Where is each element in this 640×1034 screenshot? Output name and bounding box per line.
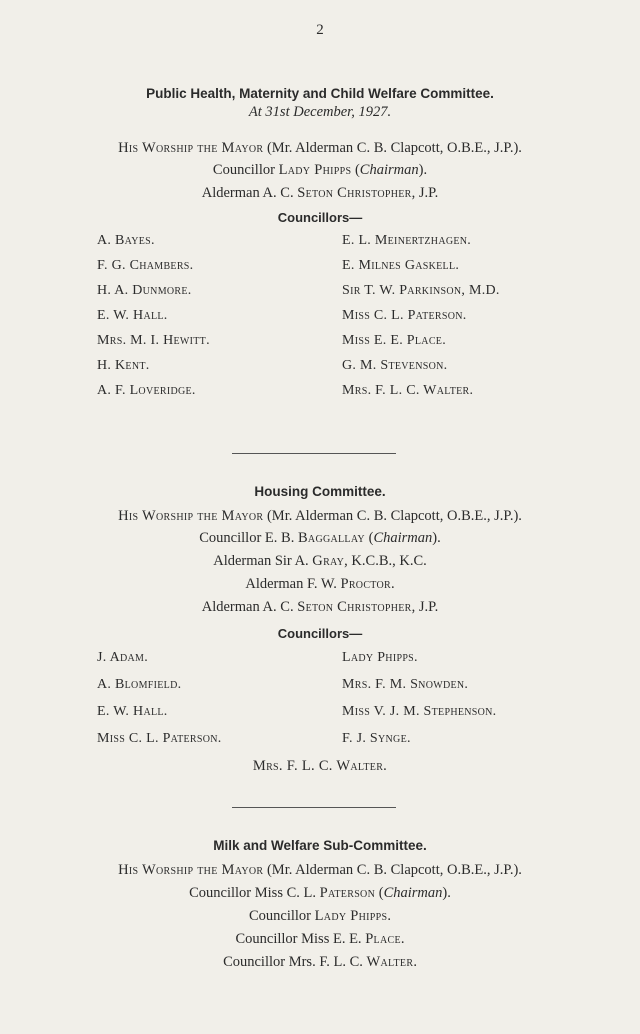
councillor-last: Mrs. F. L. C. Walter. bbox=[252, 758, 388, 774]
councillor-right: E. L. Meinertzhagen. bbox=[342, 233, 472, 248]
officer-member bbox=[0, 931, 640, 948]
officer-pre: Councillor bbox=[212, 162, 279, 178]
officer-alderman bbox=[0, 185, 640, 202]
councillor-right: Miss E. E. Place. bbox=[342, 333, 446, 348]
officer-surname: Seton Christopher bbox=[297, 599, 412, 615]
page-number: 2 bbox=[316, 22, 324, 38]
councillor-left: A. F. Loveridge. bbox=[97, 383, 196, 398]
officer-mayor bbox=[0, 508, 640, 525]
officer-member bbox=[0, 908, 640, 925]
officer-post: , J.P. bbox=[411, 599, 439, 615]
officer-pre: Alderman Sir A. bbox=[213, 553, 313, 569]
officer-pre: Councillor Mrs. F. L. C. bbox=[223, 954, 367, 970]
councillor-right: G. M. Stevenson. bbox=[342, 358, 448, 373]
councillor-right: Lady Phipps. bbox=[342, 650, 418, 665]
officer-surname: Lady Phipps bbox=[314, 908, 388, 924]
councillor-left: A. Blomfield. bbox=[97, 677, 182, 692]
section-heading-housing: Housing Committee. bbox=[254, 484, 386, 499]
officer-chairman: Councillor E. B. Baggallay (Chairman). bbox=[199, 530, 441, 546]
officer-role: Chairman bbox=[383, 885, 443, 901]
officer-alderman bbox=[0, 599, 640, 616]
officer-post: . bbox=[391, 576, 395, 592]
officer-chairman: Councillor Lady Phipps (Chairman). bbox=[212, 162, 428, 178]
officer-post: , K.C.B., K.C. bbox=[344, 553, 427, 569]
officer-pre: Councillor Miss E. E. bbox=[235, 931, 366, 947]
councillors-label: Councillors— bbox=[277, 626, 363, 641]
officer-surname: Gray bbox=[312, 553, 345, 569]
section-heading-public-health: Public Health, Maternity and Child Welfare Committee. bbox=[146, 86, 494, 101]
section-divider bbox=[232, 807, 396, 808]
officer-post: (Mr. Alderman C. B. Clapcott, O.B.E., J.P.). bbox=[263, 508, 522, 524]
officer-pre: Alderman A. C. bbox=[201, 599, 298, 615]
officer-surname: Proctor bbox=[340, 576, 392, 592]
officer-post: . bbox=[400, 931, 405, 947]
officer-mayor bbox=[0, 140, 640, 157]
councillor-right: Mrs. F. M. Snowden. bbox=[342, 677, 469, 692]
section-date: At 31st December, 1927. bbox=[248, 104, 392, 120]
officer-post: (Mr. Alderman C. B. Clapcott, O.B.E., J.P.). bbox=[263, 140, 522, 156]
officer-surname: Seton Christopher bbox=[297, 185, 412, 201]
councillor-left: F. G. Chambers. bbox=[97, 258, 194, 273]
officer-pre: His Worship the Mayor bbox=[118, 862, 264, 878]
councillor-left: Miss C. L. Paterson. bbox=[97, 731, 222, 746]
officer-surname: Lady Phipps bbox=[278, 162, 352, 178]
officer-pre: His Worship the Mayor bbox=[118, 140, 264, 156]
councillor-left: Mrs. M. I. Hewitt. bbox=[97, 333, 210, 348]
councillor-left: A. Bayes. bbox=[97, 233, 155, 248]
officer-post: . bbox=[387, 908, 392, 924]
officer-alderman bbox=[0, 553, 640, 570]
councillors-label: Councillors— bbox=[277, 210, 363, 225]
section-divider bbox=[232, 453, 396, 454]
officer-surname: Paterson bbox=[319, 885, 376, 901]
councillor-left: H. Kent. bbox=[97, 358, 150, 373]
officer-mayor bbox=[0, 862, 640, 879]
officer-role: Chairman bbox=[359, 162, 419, 178]
councillor-left: J. Adam. bbox=[97, 650, 149, 665]
officer-pre: Alderman F. W. bbox=[245, 576, 341, 592]
officer-surname: Baggallay bbox=[297, 530, 365, 546]
officer-pre: Councillor Miss C. L. bbox=[189, 885, 320, 901]
councillor-left: E. W. Hall. bbox=[97, 704, 168, 719]
officer-pre: Councillor bbox=[248, 908, 315, 924]
officer-pre: Alderman A. C. bbox=[201, 185, 298, 201]
councillor-right: Mrs. F. L. C. Walter. bbox=[342, 383, 474, 398]
councillor-right: Miss V. J. M. Stephenson. bbox=[342, 704, 497, 719]
officer-pre: His Worship the Mayor bbox=[118, 508, 264, 524]
councillor-right: F. J. Synge. bbox=[342, 731, 411, 746]
officer-chairman: Councillor Miss C. L. Paterson (Chairman). bbox=[189, 885, 451, 901]
officer-post: (Mr. Alderman C. B. Clapcott, O.B.E., J.P.). bbox=[263, 862, 522, 878]
councillor-right: Miss C. L. Paterson. bbox=[342, 308, 467, 323]
officer-member bbox=[0, 954, 640, 971]
officer-surname: Walter bbox=[366, 954, 414, 970]
officer-post: . bbox=[413, 954, 417, 970]
officer-role: Chairman bbox=[373, 530, 433, 546]
councillor-right: E. Milnes Gaskell. bbox=[342, 258, 460, 273]
section-heading-milk-welfare: Milk and Welfare Sub-Committee. bbox=[213, 838, 427, 853]
officer-pre: Councillor E. B. bbox=[199, 530, 298, 546]
councillor-left: H. A. Dunmore. bbox=[97, 283, 192, 298]
officer-surname: Place bbox=[365, 931, 401, 947]
officer-post: , J.P. bbox=[411, 185, 439, 201]
councillor-right: Sir T. W. Parkinson, M.D. bbox=[342, 283, 500, 298]
officer-alderman bbox=[0, 576, 640, 593]
councillor-left: E. W. Hall. bbox=[97, 308, 168, 323]
